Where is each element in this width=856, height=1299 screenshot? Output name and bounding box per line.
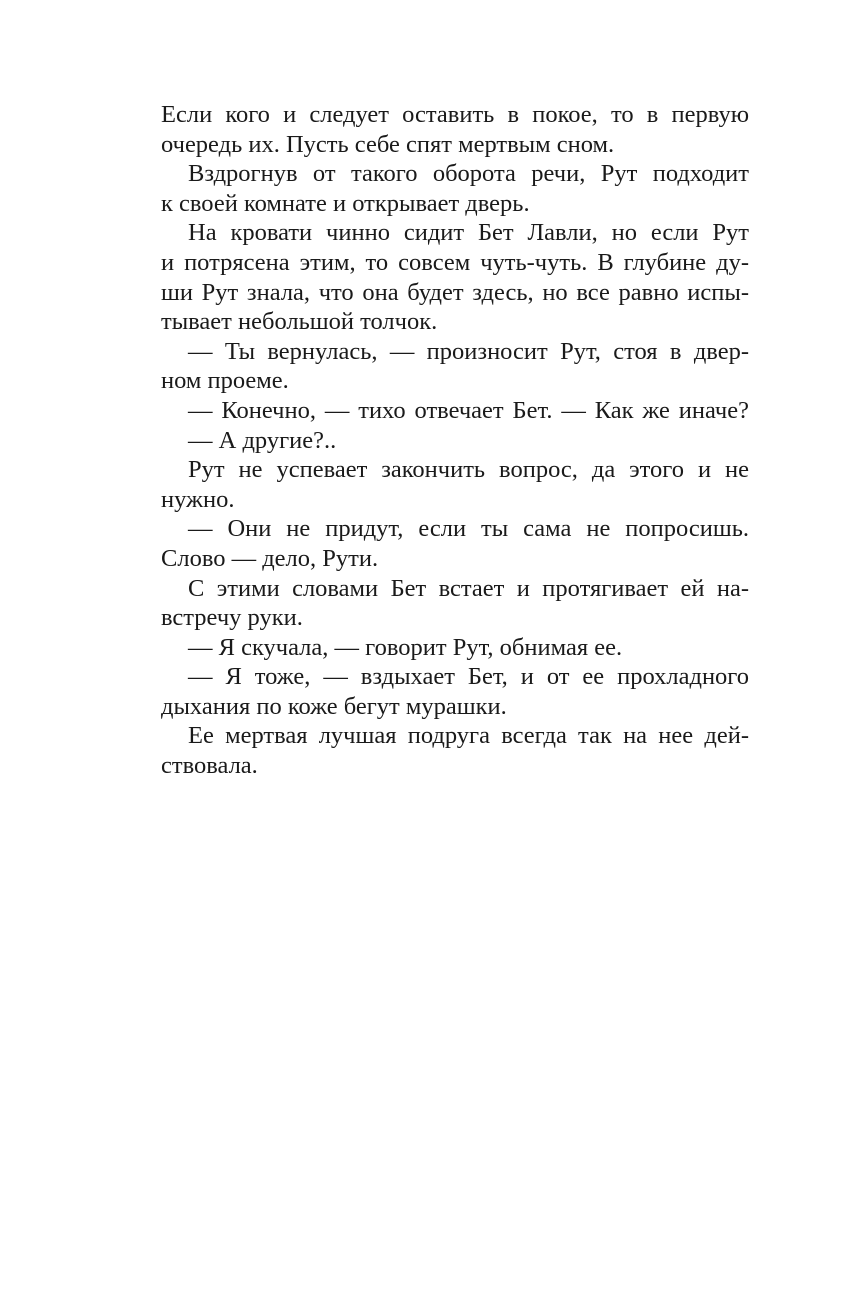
text-line: дыхания по коже бегут мурашки. <box>161 692 507 720</box>
text-line: ствовала. <box>161 752 258 780</box>
body-text <box>161 100 749 781</box>
text-line: — Конечно, — тихо отвечает Бет. — Как же иначе? <box>188 396 749 424</box>
text-line: тывает небольшой толчок. <box>161 308 438 336</box>
text-line: С этими словами Бет встает и протягивает ей на- <box>188 574 749 602</box>
text-line: ши Рут знала, что она будет здесь, но все равно испы- <box>161 278 749 306</box>
text-line: нужно. <box>161 485 235 513</box>
text-line: Ее мертвая лучшая подруга всегда так на нее дей- <box>188 722 749 750</box>
text-line: к своей комнате и открывает дверь. <box>161 189 530 217</box>
text-line: Рут не успевает закончить вопрос, да этого и не <box>188 456 749 484</box>
text-line: встречу руки. <box>161 604 303 632</box>
text-line: — Они не придут, если ты сама не попросишь. <box>188 515 749 543</box>
text-line: очередь их. Пусть себе спят мертвым сном. <box>161 130 615 158</box>
text-line: — Ты вернулась, — произносит Рут, стоя в двер- <box>188 337 749 365</box>
text-line: Слово — дело, Рути. <box>161 544 379 572</box>
text-line: и потрясена этим, то совсем чуть-чуть. В глубине ду- <box>161 248 749 276</box>
text-line: Вздрогнув от такого оборота речи, Рут подходит <box>188 160 749 188</box>
text-line: — А другие?.. <box>188 426 337 454</box>
text-line: Если кого и следует оставить в покое, то в первую <box>161 101 749 128</box>
text-line: На кровати чинно сидит Бет Лавли, но если Рут <box>188 219 749 247</box>
text-line: — Я скучала, — говорит Рут, обнимая ее. <box>188 633 623 661</box>
text-line: — Я тоже, — вздыхает Бет, и от ее прохладного <box>188 663 749 691</box>
text-line: ном проеме. <box>161 367 289 395</box>
